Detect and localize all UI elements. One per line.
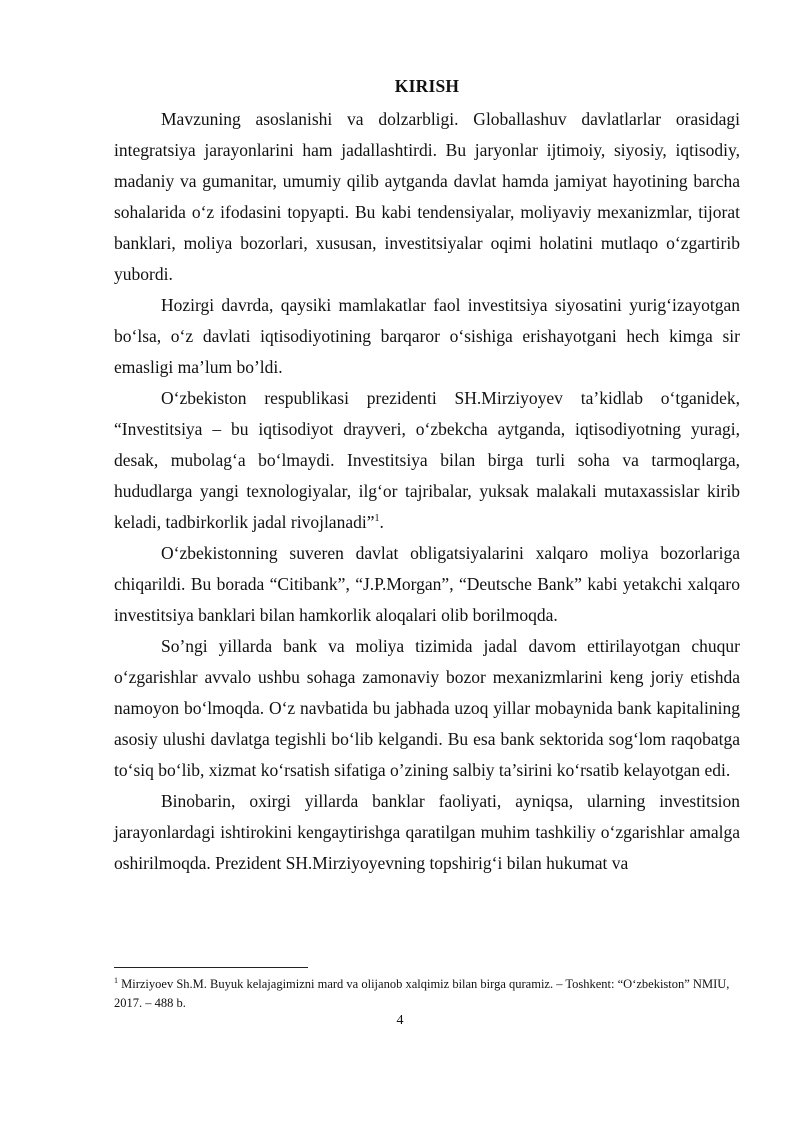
paragraph (114, 538, 740, 631)
paragraph (114, 786, 740, 879)
section-title: KIRISH (394, 76, 460, 96)
paragraph-text: Mavzuning asoslanishi va dolzarbligi. Globallashuv davlatlarlar orasidagi integratsiya jarayonlarini ham jadallashtirdi. Bu jaryonlar ijtimoiy, siyosiy, iqtisodiy, madaniy va gumanitar, umumiy qilib aytganda davlat hamda jamiyat hayotining barcha sohalarida o‘z ifodasini topyapti. Bu kabi tendensiyalar, moliyaviy mexanizmlar, tijorat banklari, moliya bozorlari, xususan, investitsiyalar oqimi holatini mutlaqo o‘zgartirib yubordi. (114, 109, 740, 284)
footnote-marker: 1 (114, 975, 118, 985)
page-body (114, 62, 740, 879)
footnote-divider (114, 967, 308, 968)
paragraph (114, 290, 740, 383)
footnote-reference[interactable]: 1 (374, 513, 380, 525)
paragraph (114, 104, 740, 290)
paragraph-text: Binobarin, oxirgi yillarda banklar faoliyati, ayniqsa, ularning investitsion jarayonlardagi ishtirokini kengaytirishga qaratilgan muhim tashkiliy o‘zgarishlar amalga oshirilmoqda. Prezident SH.Mirziyoyevning topshirig‘i bilan hukumat va (114, 791, 740, 873)
paragraph-text: O‘zbekiston respublikasi prezidenti SH.Mirziyoyev ta’kidlab o‘tganidek, “Investitsiya – bu iqtisodiyot drayveri, o‘zbekcha aytganda, iqtisodiyotning yuragi, desak, mubolag‘a bo‘lmaydi. Investitsiya bilan birga turli soha va tarmoqlarga, hududlarga yangi texnologiyalar, ilg‘or tajribalar, yuksak malakali mutaxassislar kirib keladi, tadbirkorlik jadal rivojlanadi” (114, 388, 740, 532)
page-number: 4 (396, 1013, 404, 1028)
footnote-text: Mirziyoev Sh.M. Buyuk kelajagimizni mard va olijanob xalqimiz bilan birga quramiz. – Toshkent: “O‘zbekiston” NMIU, 2017. – 488 b. (114, 977, 730, 1010)
paragraph (114, 383, 740, 538)
paragraph-tail: . (379, 512, 384, 532)
paragraph-text: Hozirgi davrda, qaysiki mamlakatlar faol investitsiya siyosatini yurig‘izayotgan bo‘lsa, o‘z davlati iqtisodiyotining barqaror o‘sishiga erishayotgani hech kimga sir emasligi ma’lum bo’ldi. (114, 295, 740, 377)
paragraph (114, 631, 740, 786)
footnote (114, 975, 740, 1013)
paragraph-text: So’ngi yillarda bank va moliya tizimida jadal davom ettirilayotgan chuqur o‘zgarishlar avvalo ushbu sohaga zamonaviy bozor mexanizmlarini keng joriy etishda namoyon bo‘lmoqda. O‘z navbatida bu jabhada uzoq yillar mobaynida bank kapitalining asosiy ulushi davlatga tegishli bo‘lib kelgandi. Bu esa bank sektorida sog‘lom raqobatga to‘siq bo‘lib, xizmat ko‘rsatish sifatiga o’zining salbiy ta’sirini ko‘rsatib kelayotgan edi. (114, 636, 740, 780)
paragraph-text: O‘zbekistonning suveren davlat obligatsiyalarini xalqaro moliya bozorlariga chiqarildi. Bu borada “Citibank”, “J.P.Morgan”, “Deutsche Bank” kabi yetakchi xalqaro investitsiya banklari bilan hamkorlik aloqalari olib borilmoqda. (114, 543, 740, 625)
